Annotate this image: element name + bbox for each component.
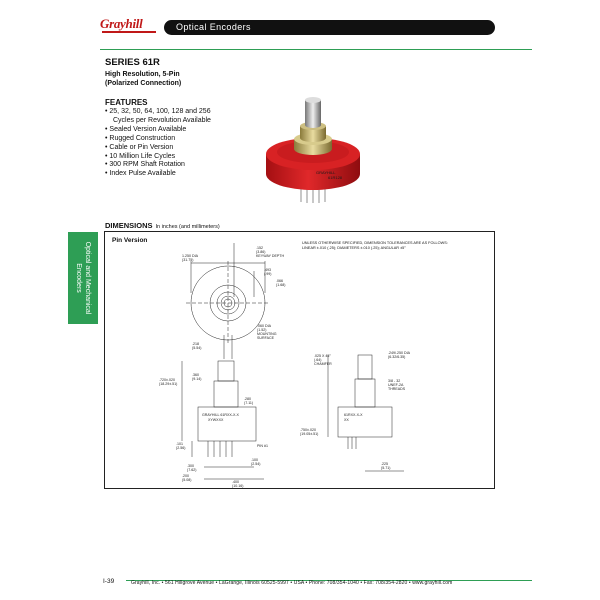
pin-1-label: PIN #1 — [257, 444, 268, 448]
dim-060: .060 DIA — [257, 324, 271, 328]
dim-249: .249/.250 DIA — [388, 351, 410, 355]
dim-101: .101 — [176, 442, 183, 446]
dim-400-mm: (10.16) — [232, 484, 244, 488]
dimensions-units: In inches (and millimeters) — [155, 224, 220, 230]
dim-750: .750±.020 — [300, 428, 316, 432]
dim-keyway: KEYWAY DEPTH — [256, 254, 285, 258]
page-number: I-39 — [103, 578, 115, 585]
encoder-photo — [258, 92, 368, 210]
feature-item: • Rugged Construction — [105, 134, 176, 142]
label-b2: XX — [344, 418, 349, 422]
dim-025-mm: (.64) — [314, 358, 322, 362]
dim-720-mm: (18.29±.51) — [159, 382, 178, 386]
dim-218-mm: (5.54) — [192, 346, 202, 350]
dimensions-heading — [105, 221, 220, 230]
section-side-tab — [68, 232, 98, 324]
dim-100-mm: (2.54) — [251, 462, 261, 466]
dim-152-mm: (3.86) — [256, 250, 266, 254]
feature-item: • 25, 32, 50, 64, 100, 128 and 256 — [105, 108, 211, 115]
dim-1250: 1.250 DIA — [182, 254, 198, 258]
logo-underline — [102, 31, 156, 33]
dim-200: .200 — [182, 474, 189, 478]
dim-152: .152 — [256, 246, 263, 250]
grayhill-logo — [100, 16, 160, 36]
feature-item: • 10 Million Life Cycles — [105, 152, 176, 160]
dim-280: .280 — [244, 397, 251, 401]
subtitle-line-1: High Resolution, 5-Pin — [105, 71, 180, 78]
dim-thread: 3/8 - 32 — [388, 379, 401, 383]
dim-101-mm: (2.56) — [176, 446, 186, 450]
dim-360: .360 — [192, 373, 199, 377]
dim-mount-1: MOUNTING — [257, 332, 277, 336]
feature-item: • Index Pulse Available — [105, 170, 176, 178]
side-tab-line-1: Optical and Mechanical — [84, 241, 91, 315]
dimension-drawing — [104, 231, 495, 489]
dim-493: .493 — [264, 268, 271, 272]
side-tab-line-2: Encoders — [75, 263, 82, 293]
top-view-labels — [182, 246, 285, 350]
dim-493-mm: (.99) — [264, 272, 272, 276]
dim-thread-b: UNEF-2A — [388, 383, 404, 387]
logo-text: Grayhill — [100, 16, 143, 31]
label-a1: GRAYHILL 61RXX-X-X — [202, 413, 239, 417]
dim-mount-2: SURFACE — [257, 336, 274, 340]
tolerance-line-1: UNLESS OTHERWISE SPECIFIED, DIMENSION TOLERANCES ARE AS FOLLOWS: — [302, 241, 448, 245]
dim-thread-c: THREADS — [388, 387, 406, 391]
side-view-pin-labels — [159, 373, 268, 488]
encoder-pins — [301, 188, 325, 203]
label-b1: 61RXX-X-X — [344, 413, 363, 417]
dim-720: .720±.020 — [159, 378, 175, 382]
dim-066-mm: (1.68) — [276, 283, 286, 287]
photo-label-2: 61R128 — [328, 175, 343, 180]
section-title: Optical Encoders — [176, 22, 251, 32]
dim-225-mm: (5.71) — [381, 466, 391, 470]
photo-label-1: GRAYHILL — [316, 170, 336, 175]
header-divider — [100, 49, 532, 50]
feature-item: Cycles per Revolution Available — [113, 116, 211, 124]
dim-300-mm: (7.62) — [187, 468, 197, 472]
side-view-cable — [328, 355, 404, 471]
dim-280-mm: (7.11) — [244, 401, 254, 405]
dim-750-mm: (19.05±.51) — [300, 432, 319, 436]
dim-200-mm: (5.08) — [182, 478, 192, 482]
dim-400: .400 — [232, 480, 239, 484]
dim-066: .066 — [276, 279, 283, 283]
dim-360-mm: (9.14) — [192, 377, 202, 381]
label-a2: XYWXXX — [208, 418, 224, 422]
side-view-cable-labels — [300, 351, 411, 470]
subtitle-line-2: (Polarized Connection) — [105, 80, 182, 87]
section-title-bar — [164, 20, 495, 35]
dim-060-mm: (1.52) — [257, 328, 267, 332]
side-tab-text — [68, 232, 98, 324]
dim-1250-mm: (31.75) — [182, 258, 194, 262]
dim-300: .300 — [187, 464, 194, 468]
dim-218: .218 — [192, 342, 199, 346]
series-title: SERIES 61R — [105, 57, 160, 68]
dimensions-title: DIMENSIONS — [105, 221, 153, 230]
dim-225: .225 — [381, 462, 388, 466]
dim-025: .025 X 45° — [314, 354, 331, 358]
tolerance-line-2: LINEAR ±.010 (.25); DIAMETERS ±.010 (.25); ANGULAR ±5° — [302, 246, 406, 250]
page-header — [100, 16, 495, 35]
dim-249-mm: (6.32/6.35) — [388, 355, 406, 359]
dim-100: .100 — [251, 458, 258, 462]
feature-item: • 300 RPM Shaft Rotation — [105, 161, 185, 169]
features-heading: FEATURES — [105, 98, 148, 107]
feature-item: • Cable or Pin Version — [105, 143, 174, 151]
feature-item: • Sealed Version Available — [105, 125, 187, 133]
dim-chamfer: CHAMFER — [314, 362, 332, 366]
series-subtitle — [105, 70, 181, 88]
footer-contact: Grayhill, Inc. • 561 Hillgrove Avenue • LaGrange, Illinois 60525-5997 • USA • Phone: 708/354-1040 • Fax: 708/354-2820 • www.grayhill.com — [131, 580, 453, 586]
features-list — [105, 108, 211, 179]
pin-version-title: Pin Version — [112, 237, 148, 244]
